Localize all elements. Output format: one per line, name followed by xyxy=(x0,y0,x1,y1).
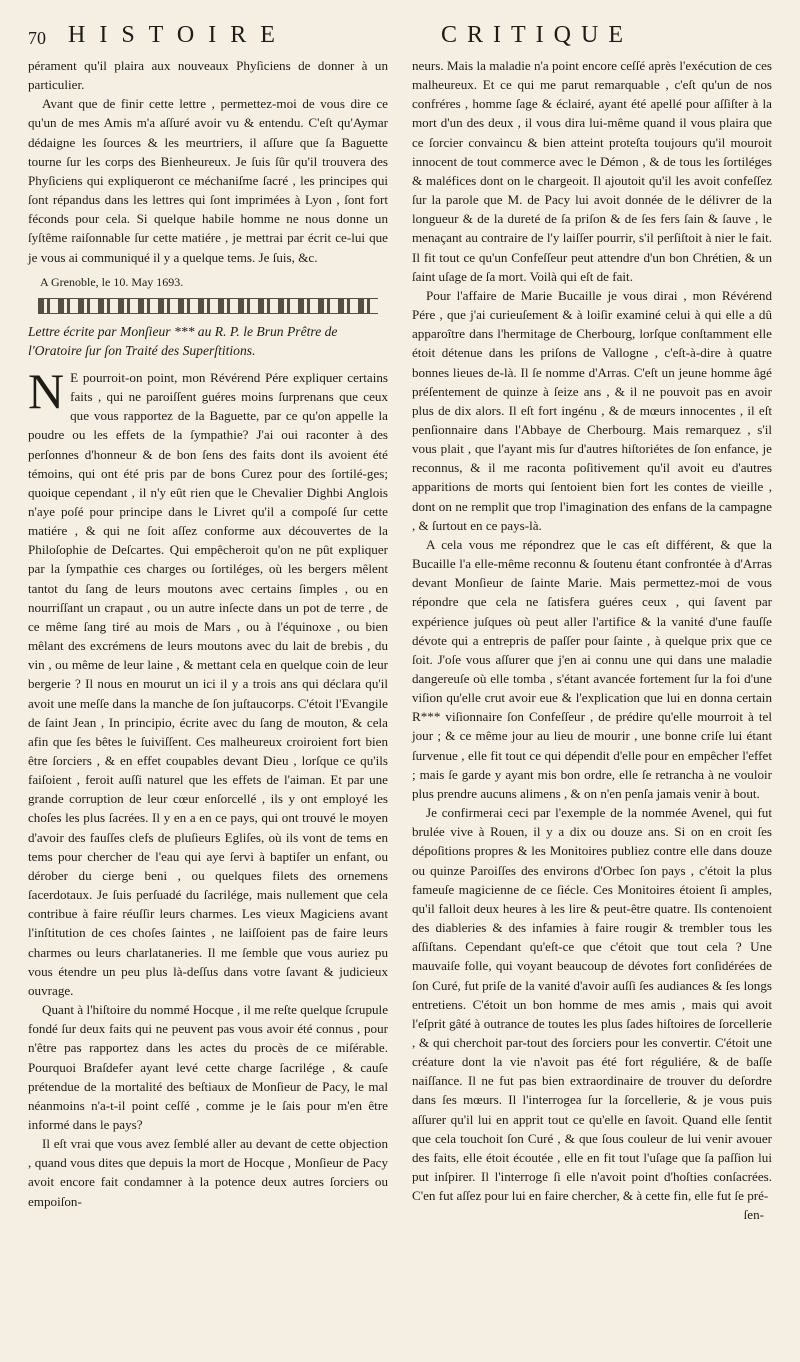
paragraph: Avant que de finir cette lettre , permettez-moi de vous dire ce qu'un de mes Amis m'a aſſuré avoir vu & entendu. C'eſt qu'Aymar dédaigne les ſources & les meurtriers, il aſſure que ſa Baguette tourne ſur les corps des Bienheureux. Je ſuis ſûr qu'il trouvera des Phyſiciens qui expliqueront ce méchaniſme ſacré , les principes qui ſont répandus dans les lettres qui ſont imprimées à Lyon , ſont fort féconds pour cela. Si quelque habile homme ne nous donne un ſyſtême raiſonnable ſur cette matiére , je mettrai par écrit ce-lui que je vous ai communiqué il y a quelque tems. Je ſuis, &c. xyxy=(28,96,388,265)
right-column xyxy=(412,56,772,1225)
paragraph: A cela vous me répondrez que le cas eſt différent, & que la Bucaille l'a elle-même reconnu & ſoutenu étant confrontée à d'Arras devant Monſieur de ſainte Marie. Mais permettez-moi de vous répondre que cela ne ſatisfera guéres ceux , qui ſavent par expérience juſques où peut aller l'artifice & la vanité d'une fauſſe dévote qui a entrepris de paſſer pour ſainte , à quelque prix que ce ſoit. J'oſe vous aſſurer que j'en ai connu une qui dans une maladie dangereuſe où elle tomba , s'étant avancée fortement ſur la foi d'une viſion qu'elle crut avoir eue & l'explication que lui en donna certain R*** viſionnaire ſon Confeſſeur , de prédire qu'elle mourroit à tel jour ; & ce même jour au lieu de mourir , une bonne criſe lui étant ſurvenue , elle fit tout ce qui dépendit d'elle pour en empêcher l'effet ; mais ſe garde y ayant mis bon ordre, elle ſe retrancha à ne vouloir plus prendre aucuns alimens , & on n'en penſa jamais venir à bout. xyxy=(412,536,772,801)
text-columns xyxy=(28,56,772,1225)
letter-title: Lettre écrite par Monſieur *** au R. P. le Brun Prêtre de l'Oratoire ſur ſon Traité des Superſtitions. xyxy=(28,323,338,358)
paragraph: pérament qu'il plaira aux nouveaux Phyſiciens de donner à un particulier. xyxy=(28,58,388,93)
running-title-left: HISTOIRE xyxy=(68,22,289,48)
page-number: 70 xyxy=(28,28,46,48)
left-column xyxy=(28,56,388,1225)
paragraph: Il eſt vrai que vous avez ſemblé aller au devant de cette objection , quand vous dites que depuis la mort de Hocque , Monſieur de Pacy avoit encore fait condamner à la potence deux autres ſorciers ou empoiſon- xyxy=(28,1136,388,1209)
paragraph xyxy=(28,362,388,1000)
paragraph-text: E pourroit-on point, mon Révérend Pére expliquer certains faits , qui ne paroiſſent guéres moins ſurprenans que ceux que vous rapportez de la Baguette, par ce qu'on appelle la poudre ou les effets de la ſympathie? J'ai oui raconter à des perſonnes d'honneur & de bon ſens des faits dont ils avoient été témoins, qui ont été pris par de bons Curez pour des ſortilé-ges; quoique cependant , il n'y eût rien que le Chevalier Dighbi Anglois n'aye poſé pour principe dans le Livret qu'il a compoſé ſur cette matiére , & qui ne ſoit aſſez conforme aux découvertes de la Philoſophie de Deſcartes. Qui empêcheroit qu'on ne pût expliquer par la ſympathie ces charges ou ſortiléges, où les bergers mêlent tantot du ſang de leurs moutons avec certains ſimples , ou en nourriſſant un crapaut , ou un autre inſecte dans un pot de terre , de ce même ſang tiré au mois de Mars , ou à l'équinoxe , ou bien mêlant des excrémens de leurs moutons avec du lait de brebis , du vin , ou même de leur laine , & mettant cela en quelque coin de leur bergerie ? Il nous en mourut un ici il y a trois ans qui déclara qu'il avoit une meſſe dans la manche de ſon juſtaucorps. C'étoit l'Evangile de ſaint Jean , In principio, écrite avec du ſang de mouton, & cela afin que ſes bêtes le ſuiviſſent. Ces malheureux croiroient fort bien être ſorciers , & en effet coupables devant Dieu , lorſque ce qu'ils faiſoient , feroit auſſi naturel que les effets de l'aiman. Et par une grande corruption de leur cœur enſorcellé , ils y ont employé les choſes les plus ſacrées. Il y en a en ce pays, qui ont trouvé le moyen d'avoir des fauſſes clefs de pluſieurs Egliſes, où ils vont de tems en tems pour chercher de l'eau qui aye ſervi à baptiſer un enfant, ou dérober du cierge beni , ou quelques filets des ornemens ſacerdotaux. Je ſuis perſuadé du ſacrilége, mais nullement que cela contribue à faire réuſſir leurs charmes. Les vieux Magiciens avant l'inſtitution de ces choſes ſaintes , ne laiſſoient pas de faire leurs charmes ou leurs charlataneries. Il me ſemble que vous auriez pu vous étendre un peu plus là-deſſus dans votre ſavant & judicieux ouvrage. xyxy=(28,369,388,998)
ornament-divider xyxy=(38,298,378,314)
letter-signature: A Grenoble, le 10. May 1693. xyxy=(40,274,184,289)
paragraph: Je confirmerai ceci par l'exemple de la nommée Avenel, qui fut brulée vive à Rouen, il y a dix ou douze ans. Si on en croit ſes dépoſitions propres & les Monitoires publiez contre elle dans douze ou quinze Paroiſſes des environs d'Orbec ſon pays , c'étoit la plus fameuſe magicienne de ce ſiécle. Ces Monitoires étoient ſi amples, qu'il falloit deux heures à les lire & peut-être quatre. Ils contenoient des diableries & des infamies à faire rougir & trembler tous les aſſiſtans. Cependant qu'eſt-ce que c'étoit que tout cela ? Une mauvaiſe folle, qui voyant beaucoup de dévotes fort conſidérées de ſon Curé, fut priſe de la vanité d'avoir auſſi ſes audiances & ſes longs entretiens. C'étoit un bon homme de mes amis , mais qui avoit l'eſprit gâté à outrance de toutes les plus ſades hiſtoires de ſorcellerie , & qui cherchoit par-tout des ſorciers pour les convertir. C'étoit une créature dont la vie n'avoit pas été fort réguliére, & de baſſe naiſſance. Il ne fut pas bien extraordinaire de trouver du deſordre dans ſes mœurs. Il l'interrogea ſur la ſorcellerie, & je vous puis aſſurer qu'il lui en apprit tout ce qu'elle en ſavoit. Quand elle ſentit que cela touchoit ſon Curé , & que ſous couleur de lui venir avouer des faits, elle étoit écoutée , elle en fit tout l'uſage que ſa paſſion lui put inſpirer. Il l'interroge ſi elle n'avoit point d'hoſties conſacrées. C'en fut aſſez pour lui en faire chercher, & à cette fin, elle fut ſe pré- xyxy=(412,805,772,1204)
paragraph: Pour l'affaire de Marie Bucaille je vous dirai , mon Révérend Pére , que j'ai curieuſement & à loiſir examiné celui à qui elle a dû apparoître dans l'hermitage de Cherbourg, lorſque conſtamment elle étoit détenue dans les priſons de Vallogne , c'eſt-à-dire à quatre bonnes lieues de-là. Il ſe nomme d'Arras. C'eſt un jeune homme âgé préſentement de quinze à ſeize ans , & il ne pouvoit pas en avoir plus de dix alors. Il eſt fort ingénu , & de mœurs innocentes , il eſt penſionnaire dans l'Abbaye de Cherbourg. Mais remarquez , s'il vous plait , que l'ayant mis ſur d'autres hiſtoriétes de ſon enfance, je reconnus, & il me raconta poſitivement qu'il avoit eu d'autres apparitions de morts qui ſentoient bien fort les contes de vieille , dont on ne remplit que trop l'imagination des enfans de la campagne , & ſurtout en ce pays-là. xyxy=(412,287,772,533)
paragraph: Quant à l'hiſtoire du nommé Hocque , il me reſte quelque ſcrupule fondé ſur deux faits qui ne peuvent pas vous avoir été connus , pour n'être pas rapportez dans les actes du procès de ce miſérable. Pourquoi Braſdefer ayant levé cette charge ſacrilége , & cauſe prétendue de la mortalité des beſtiaux de Monſieur de Pacy, le mal néanmoins n'a-t-il point ceſſé , comme je le ſais pour m'en être informé dans le pays? xyxy=(28,1002,388,1132)
catchword: ſen- xyxy=(743,1207,764,1223)
running-title-right: CRITIQUE xyxy=(441,22,633,48)
drop-cap: N xyxy=(28,362,65,419)
paragraph: neurs. Mais la maladie n'a point encore ceſſé après l'exécution de ces malheureux. Et ce qui me parut remarquable , c'eſt qu'un de nos confréres , homme ſage & éclairé, ayant été apellé pour aſſiſter à la mort d'un des deux , il vous dira lui-même quand il vous plaira que ce ſorcier convaincu & bien atteint proteſta toujours qu'il mouroit innocent de tout commerce avec le Démon , & de tous les ſortiléges & maléfices dont on le chargeoit. Il ajoutoit qu'il les avoit confeſſez ſur la parole que M. de Pacy lui avoit donnée de le délivrer de la longueur & de la dureté de ſa priſon & de ſes fers ſain & ſauve , le menaçant au contraire de l'y laiſſer pourrir, s'il perſiſtoit à nier le fait. Il fit tout ce qu'un Confeſſeur peut attendre d'un bon Chrétien, & un ſaint uſage de ſa mort. Voilà qui eſt de fait. xyxy=(412,58,772,284)
page-header xyxy=(28,22,772,60)
